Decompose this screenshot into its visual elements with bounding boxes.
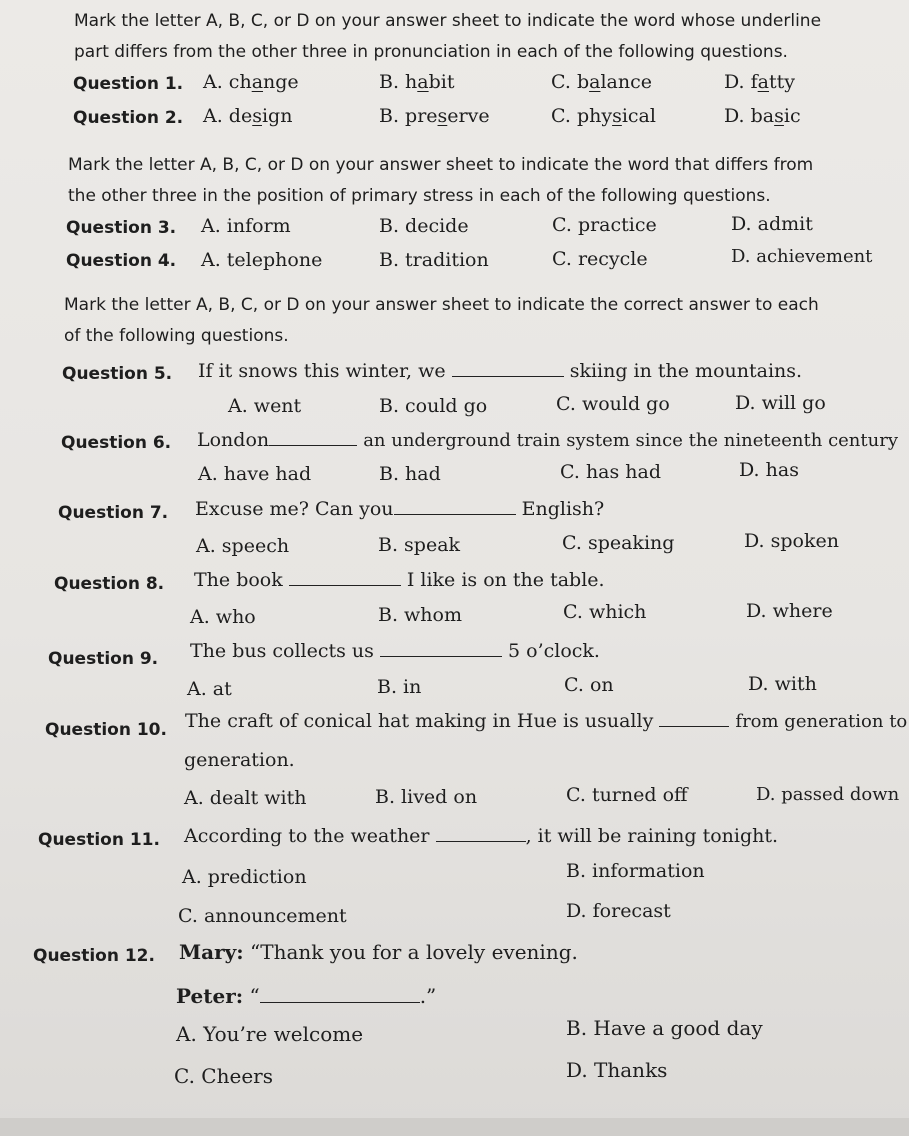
option	[724, 71, 795, 93]
option-post: lance	[600, 71, 652, 93]
option: A. dealt with	[184, 787, 307, 809]
option-post: ign	[261, 105, 293, 127]
stem-pre: London	[197, 429, 270, 451]
question-label: Question 5.	[62, 364, 173, 384]
speaker-name: Peter:	[176, 984, 244, 1008]
stem-post: I like is on the table.	[406, 569, 605, 591]
option	[379, 71, 454, 93]
option-underlined: s	[612, 105, 622, 127]
option-post: bit	[428, 71, 455, 93]
option: A. prediction	[182, 866, 307, 888]
option-pre: A. ch	[203, 71, 252, 93]
instruction-stress	[68, 154, 813, 207]
option: D. where	[746, 600, 833, 622]
close-quote: .”	[419, 984, 437, 1008]
instruction-pronunciation	[74, 10, 821, 63]
option: D. has	[739, 459, 799, 481]
answer-blank	[394, 498, 516, 515]
option: B. in	[377, 676, 422, 698]
question-stem	[198, 360, 802, 382]
question-label: Question 8.	[54, 574, 165, 594]
option: B. decide	[379, 215, 469, 237]
option: D. Thanks	[566, 1058, 668, 1082]
option-pre: C. phy	[551, 105, 613, 127]
answer-blank	[289, 569, 401, 586]
option-pre: B. h	[379, 71, 418, 93]
instruction-line: Mark the letter A, B, C, or D on your answer sheet to indicate the word whose underline	[74, 11, 822, 31]
option	[379, 105, 490, 127]
option	[203, 71, 299, 93]
question-stem	[190, 640, 600, 662]
option	[203, 105, 292, 127]
option: D. forecast	[566, 900, 671, 922]
option-underlined: s	[774, 105, 784, 127]
option: C. has had	[560, 461, 662, 483]
question-label: Question 9.	[48, 649, 159, 669]
stem-pre: The book	[194, 569, 283, 591]
question-stem	[194, 569, 605, 591]
question-stem-line2: generation.	[184, 749, 295, 771]
option: A. speech	[196, 535, 290, 557]
option: D. with	[748, 673, 817, 695]
option-underlined: a	[251, 71, 264, 93]
option: C. on	[564, 674, 614, 696]
option: A. inform	[201, 215, 291, 237]
stem-post: English?	[521, 498, 605, 520]
option: B. could go	[379, 395, 488, 417]
option: C. announcement	[178, 905, 347, 927]
question-label: Question 6.	[61, 433, 172, 453]
option-post: ical	[621, 105, 656, 127]
option	[724, 105, 801, 127]
instruction-line: Mark the letter A, B, C, or D on your answer sheet to indicate the correct answer to each	[64, 295, 819, 315]
option: B. speak	[378, 534, 461, 556]
option-pre: B. pre	[379, 105, 438, 127]
stem-post: from generation to	[735, 711, 908, 732]
option	[551, 105, 656, 127]
question-label: Question 3.	[66, 218, 177, 238]
option-underlined: s	[437, 105, 448, 127]
option-pre: D. f	[724, 71, 758, 93]
option-post: erve	[447, 105, 490, 127]
page-bottom-edge	[0, 1118, 909, 1136]
question-label: Question 7.	[58, 503, 169, 523]
option: C. speaking	[562, 532, 675, 554]
dialogue-text: “Thank you for a lovely evening.	[250, 940, 578, 964]
answer-blank	[269, 429, 357, 446]
stem-pre: If it snows this winter, we	[198, 360, 446, 382]
instruction-line: of the following questions.	[64, 326, 289, 346]
stem-pre: According to the weather	[184, 825, 430, 847]
option: A. went	[228, 395, 302, 417]
question-label: Question 10.	[45, 720, 167, 740]
stem-post: , it will be raining tonight.	[525, 825, 779, 847]
option-post: tty	[769, 71, 796, 93]
question-label: Question 1.	[73, 74, 184, 94]
option: A. at	[187, 678, 232, 700]
dialogue-line	[179, 940, 578, 964]
answer-blank	[436, 825, 526, 842]
option: A. who	[190, 606, 256, 628]
option: A. You’re welcome	[176, 1022, 364, 1046]
stem-pre: The craft of conical hat making in Hue is usually	[185, 710, 654, 732]
option: D. will go	[735, 392, 826, 414]
option-pre: A. de	[203, 105, 253, 127]
option: B. information	[566, 860, 705, 882]
question-stem	[184, 825, 778, 847]
instruction-line: part differs from the other three in pronunciation in each of the following questions.	[74, 42, 788, 62]
option-underlined: s	[252, 105, 262, 127]
instruction-answers	[64, 294, 819, 347]
answer-blank	[380, 640, 502, 657]
question-label: Question 12.	[33, 946, 155, 966]
option: A. telephone	[201, 249, 323, 271]
question-label: Question 4.	[66, 251, 177, 271]
option-underlined: a	[757, 71, 769, 93]
option: B. lived on	[375, 786, 478, 808]
answer-blank	[260, 986, 420, 1003]
question-stem	[197, 429, 898, 451]
option-underlined: a	[417, 71, 429, 93]
option: C. would go	[556, 393, 670, 415]
answer-blank	[452, 360, 564, 377]
stem-post: an underground train system since the nineteenth century	[363, 430, 898, 451]
open-quote: “	[249, 984, 260, 1008]
instruction-line: the other three in the position of primary stress in each of the following questions.	[68, 186, 771, 206]
option	[551, 71, 652, 93]
option: B. whom	[378, 604, 462, 626]
stem-pre: Excuse me? Can you	[195, 498, 394, 520]
option: B. had	[379, 463, 441, 485]
option: D. admit	[731, 213, 813, 235]
question-stem	[185, 710, 907, 732]
option: D. achievement	[731, 246, 873, 267]
option: C. practice	[552, 214, 657, 236]
option-underlined: a	[589, 71, 601, 93]
option-post: ic	[783, 105, 801, 127]
option: C. Cheers	[174, 1064, 273, 1088]
stem-pre: The bus collects us	[190, 640, 374, 662]
instruction-line: Mark the letter A, B, C, or D on your answer sheet to indicate the word that differs from	[68, 155, 814, 175]
stem-post: 5 o’clock.	[508, 640, 600, 662]
question-label: Question 2.	[73, 108, 184, 128]
option: C. which	[563, 601, 647, 623]
question-stem	[195, 498, 604, 520]
option: B. tradition	[379, 249, 489, 271]
option-pre: D. ba	[724, 105, 775, 127]
option: C. recycle	[552, 248, 648, 270]
option: B. Have a good day	[566, 1016, 763, 1040]
answer-blank	[659, 710, 729, 727]
question-label: Question 11.	[38, 830, 160, 850]
option-post: nge	[263, 71, 299, 93]
speaker-name: Mary:	[179, 940, 244, 964]
option-pre: C. b	[551, 71, 590, 93]
option: D. spoken	[744, 530, 839, 552]
option: D. passed down	[756, 784, 900, 805]
option: C. turned off	[566, 784, 688, 806]
dialogue-line	[176, 984, 436, 1008]
option: A. have had	[198, 463, 312, 485]
stem-post: skiing in the mountains.	[569, 360, 803, 382]
